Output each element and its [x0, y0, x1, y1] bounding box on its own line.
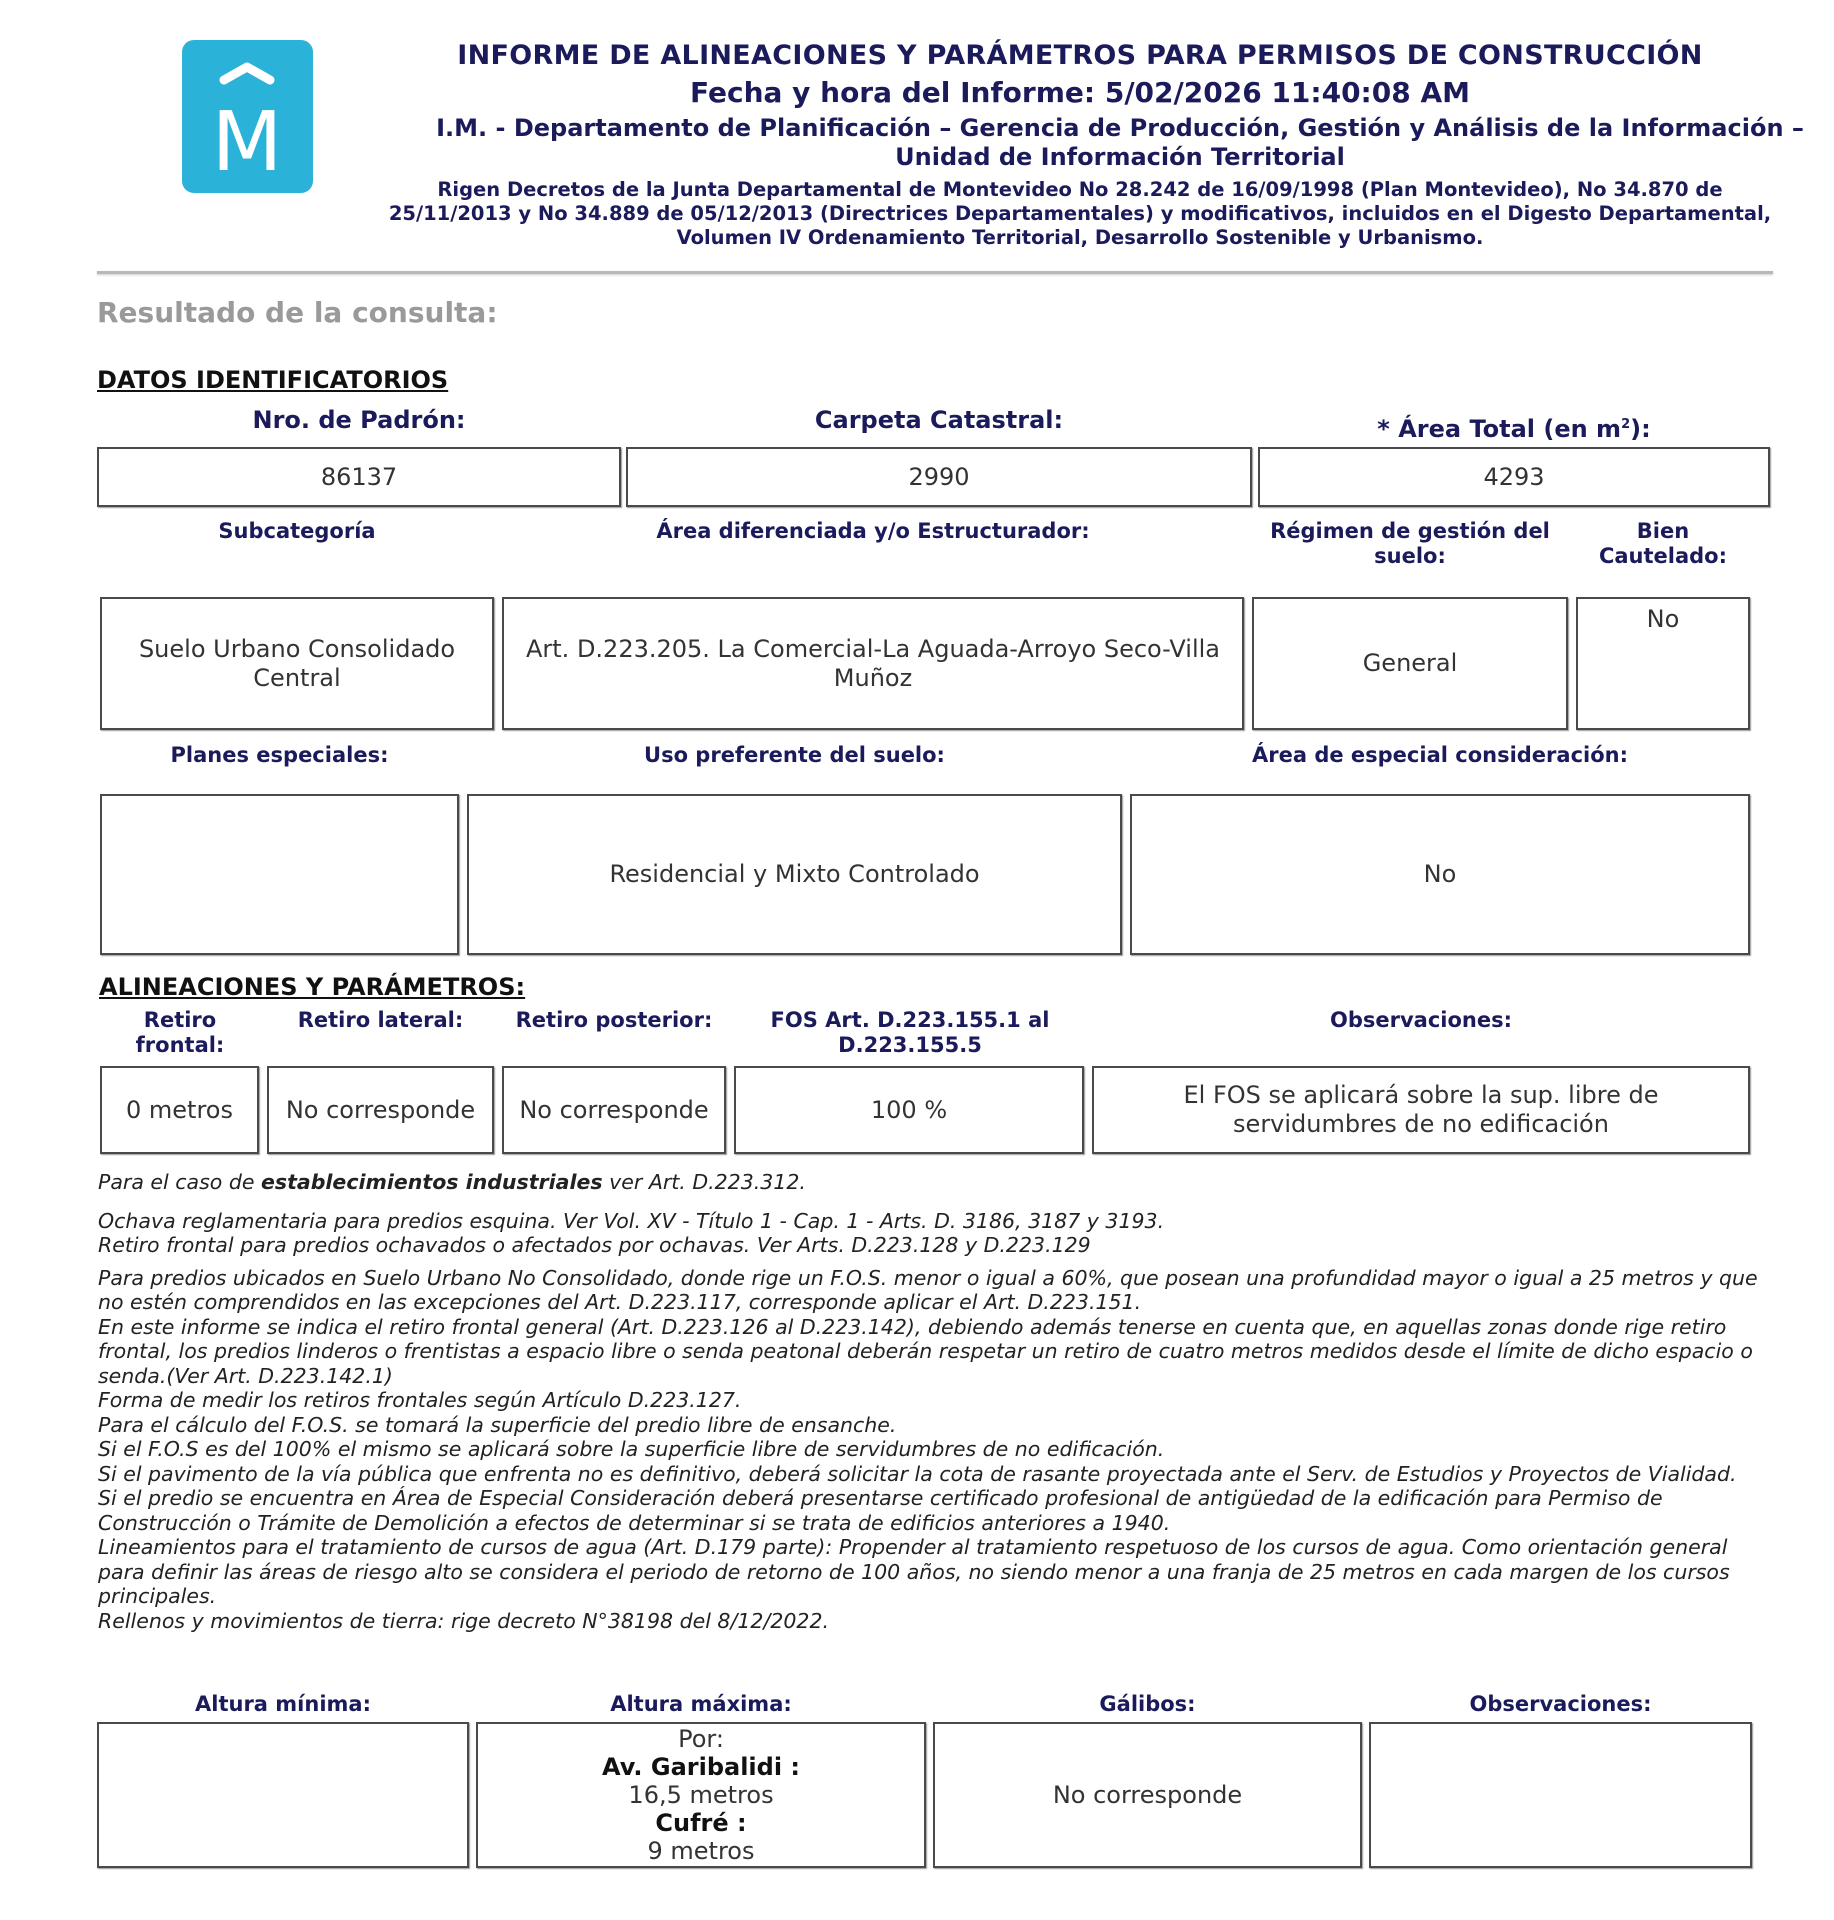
- street-cufre: Cufré :: [655, 1809, 747, 1837]
- height-cufre: 9 metros: [647, 1837, 755, 1865]
- header-divider: [97, 271, 1773, 274]
- retiro-frontal-label: Retiro frontal:: [135, 1008, 225, 1057]
- retiro-lateral-value: No corresponde: [267, 1066, 494, 1154]
- altura-maxima-value: [476, 1722, 926, 1868]
- street-garibaldi: Av. Garibalidi :: [601, 1753, 801, 1781]
- galibos-value: No corresponde: [933, 1722, 1362, 1868]
- area-diferenciada-label: Área diferenciada y/o Estructurador:: [656, 519, 1090, 543]
- retiro-posterior-value: No corresponde: [502, 1066, 726, 1154]
- planes-especiales-value: [100, 794, 459, 955]
- note-line: Forma de medir los retiros frontales según Artículo D.223.127.: [98, 1388, 742, 1412]
- intendencia-logo: [182, 40, 313, 193]
- retiro-frontal-value: 0 metros: [100, 1066, 259, 1154]
- area-especial-label: Área de especial consideración:: [1251, 743, 1628, 767]
- report-date-label: Fecha y hora del Informe:: [689, 76, 1096, 109]
- regimen-value: General: [1252, 597, 1568, 730]
- note-line: Para el cálculo del F.O.S. se tomará la superficie del predio libre de ensanche.: [98, 1412, 897, 1437]
- planes-especiales-label: Planes especiales:: [170, 743, 389, 767]
- altura-minima-value: [97, 1722, 469, 1868]
- department-line: I.M. - Departamento de Planificación – Gerencia de Producción, Gestión y Análisis de la Información – Unidad de Información Territorial: [436, 114, 1804, 171]
- area-diferenciada-value: Art. D.223.205. La Comercial-La Aguada-Arroyo Seco-Villa Muñoz: [502, 597, 1244, 730]
- alineaciones-section-title: ALINEACIONES Y PARÁMETROS:: [99, 973, 526, 1001]
- subcategoria-value: Suelo Urbano Consolidado Central: [100, 597, 494, 730]
- legal-decrees: Rigen Decretos de la Junta Departamental de Montevideo No 28.242 de 16/09/1998 (Plan Montevideo), No 34.870 de 25/11/2013 y No 34.889 de 05/12/2013 (Directrices Departamentales) y modificativos, incluidos en el Digesto Departamental, Volumen IV Ordenamiento Territorial, Desarrollo Sostenible y Urbanismo.: [388, 178, 1772, 249]
- uso-preferente-value: Residencial y Mixto Controlado: [467, 794, 1122, 955]
- observaciones-alturas-value: [1369, 1722, 1752, 1868]
- note-line: Para predios ubicados en Suelo Urbano No Consolidado, donde rige un F.O.S. menor o igual a 60%, que posean una profundidad mayor o igual a 25 metros y que no estén comprendidos en las excepciones del Art. D.223.117, corresponde aplicar el Art. D.223.151.: [98, 1265, 1758, 1314]
- report-date-value: 5/02/2026 11:40:08 AM: [1104, 76, 1470, 109]
- regimen-label: Régimen de gestión del suelo:: [1270, 519, 1550, 568]
- result-title: Resultado de la consulta:: [97, 296, 498, 329]
- notes-block-general: [98, 1266, 1778, 1634]
- note-line: Ochava reglamentaria para predios esquina. Ver Vol. XV - Título 1 - Cap. 1 - Arts. D. 3186, 3187 y 3193.: [98, 1208, 1165, 1233]
- uso-preferente-label: Uso preferente del suelo:: [644, 743, 945, 767]
- observaciones-alturas-label: Observaciones:: [1469, 1692, 1652, 1716]
- note-line: Retiro frontal para predios ochavados o afectados por ochavas. Ver Arts. D.223.128 y D.223.129: [98, 1233, 1091, 1257]
- padron-label: Nro. de Padrón:: [252, 406, 466, 434]
- notes-block-ochava: [98, 1209, 1778, 1258]
- bien-cautelado-value: No: [1576, 597, 1750, 730]
- carpeta-value: 2990: [626, 447, 1252, 507]
- bien-cautelado-label: Bien Cautelado:: [1598, 519, 1728, 568]
- note-line: Lineamientos para el tratamiento de cursos de agua (Art. D.179 parte): Propender al tratamiento respetuoso de los cursos de agua. Como orientación general para definir las áreas de riesgo alto se considera el periodo de retorno de 100 años, no siendo menor a una franja de 25 metros en cada margen de los cursos principales.: [98, 1535, 1730, 1608]
- galibos-label: Gálibos:: [1099, 1692, 1196, 1716]
- note-line: Si el pavimento de la vía pública que enfrenta no es definitivo, deberá solicitar la cota de rasante proyectada ante el Serv. de Estudios y Proyectos de Vialidad.: [98, 1461, 1737, 1486]
- note-line: Rellenos y movimientos de tierra: rige decreto N°38198 del 8/12/2022.: [98, 1608, 830, 1633]
- subcategoria-label: Subcategoría: [218, 519, 376, 543]
- area-total-label: * Área Total (en $m^2$):: [1377, 415, 1651, 443]
- note-line: Si el F.O.S es del 100% el mismo se aplicará sobre la superficie libre de servidumbres de no edificación.: [98, 1437, 1165, 1461]
- datos-section-title: DATOS IDENTIFICATORIOS: [97, 366, 449, 394]
- note-industrial: Para el caso de establecimientos industriales ver Art. D.223.312.: [98, 1170, 806, 1194]
- note-line: Si el predio se encuentra en Área de Especial Consideración deberá presentarse certificado profesional de antigüedad de la edificación para Permiso de Construcción o Trámite de Demolición a efectos de determinar si se trata de edificios anteriores a 1940.: [98, 1486, 1663, 1535]
- height-garibaldi: 16,5 metros: [628, 1781, 774, 1809]
- report-datetime: [380, 76, 1780, 109]
- m-logo-icon: [182, 40, 313, 193]
- note-line: En este informe se indica el retiro frontal general (Art. D.223.126 al D.223.142), debiendo además tenerse en cuenta que, en aquellas zonas donde rige retiro frontal, los predios linderos o frentistas a espacio libre o senda peatonal deberán respetar un retiro de cuatro metros medidos desde el límite de dicho espacio o senda.(Ver Art. D.223.142.1): [98, 1314, 1753, 1388]
- observaciones-alineaciones-label: Observaciones:: [1329, 1008, 1512, 1032]
- regulatory-notes: [98, 1170, 1778, 1633]
- report-title: INFORME DE ALINEACIONES Y PARÁMETROS PARA PERMISOS DE CONSTRUCCIÓN: [457, 40, 1703, 71]
- altura-por: Por:: [678, 1725, 724, 1753]
- carpeta-label: Carpeta Catastral:: [814, 406, 1064, 434]
- altura-maxima-label: Altura máxima:: [610, 1692, 792, 1716]
- fos-label: FOS Art. D.223.155.1 al D.223.155.5: [770, 1008, 1050, 1057]
- retiro-posterior-label: Retiro posterior:: [515, 1008, 713, 1032]
- fos-value: 100 %: [734, 1066, 1084, 1154]
- svg-text:M: M: [211, 95, 283, 190]
- observaciones-alineaciones-value: El FOS se aplicará sobre la sup. libre de servidumbres de no edificación: [1092, 1066, 1750, 1154]
- altura-minima-label: Altura mínima:: [195, 1692, 371, 1716]
- padron-value: 86137: [97, 447, 621, 507]
- area-especial-value: No: [1130, 794, 1750, 955]
- retiro-lateral-label: Retiro lateral:: [297, 1008, 464, 1032]
- area-total-value: 4293: [1258, 447, 1770, 507]
